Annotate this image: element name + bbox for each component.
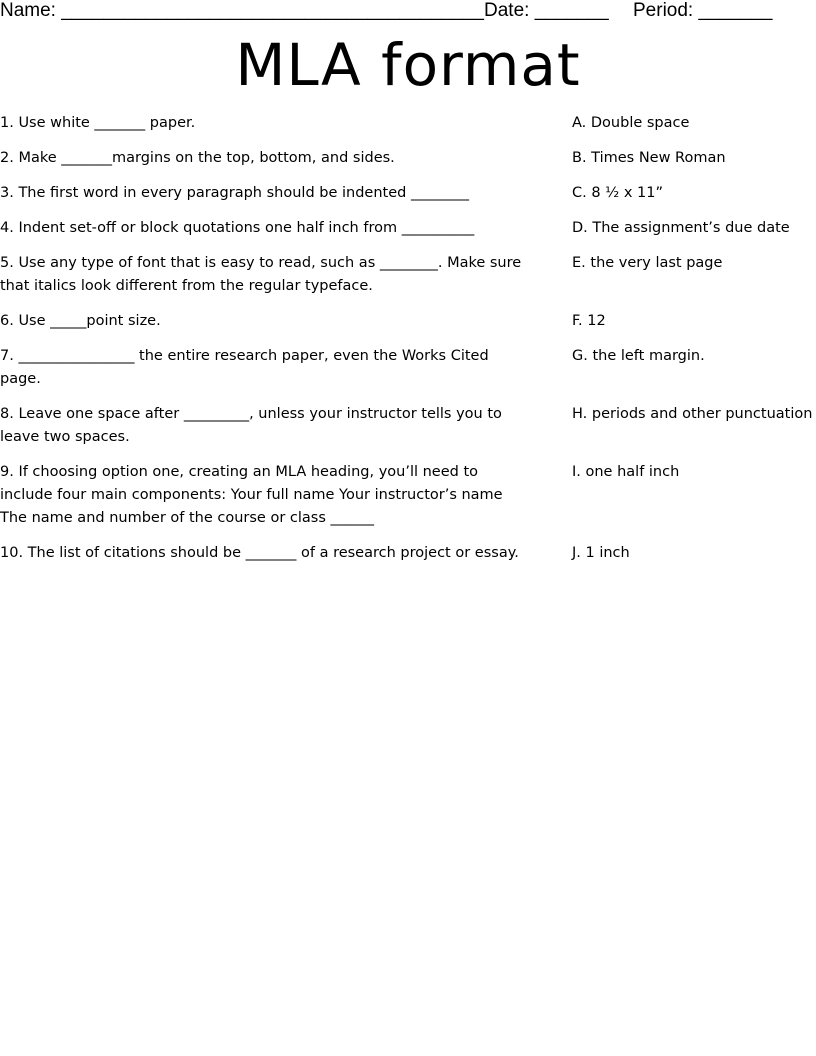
matching-row	[0, 147, 816, 170]
answer-choice: H. periods and other punctuation	[572, 406, 813, 422]
matching-row	[0, 542, 816, 565]
matching-row	[0, 345, 816, 391]
question-text: 7. ________________ the entire research paper, even the Works Cited page.	[0, 348, 489, 387]
question-text: 3. The first word in every paragraph should be indented ________	[0, 185, 469, 201]
matching-row	[0, 403, 816, 449]
matching-row	[0, 217, 816, 240]
matching-row	[0, 252, 816, 298]
answer-choice: D. The assignment’s due date	[572, 220, 790, 236]
matching-row	[0, 310, 816, 333]
question-text: 10. The list of citations should be _______ of a research project or essay.	[0, 545, 519, 561]
name-field: Name: ________________________________________	[0, 0, 484, 21]
question-text: 5. Use any type of font that is easy to read, such as ________. Make sure that italics look different from the regular typeface.	[0, 255, 522, 294]
matching-row	[0, 461, 816, 530]
question-text: 2. Make _______margins on the top, bottom, and sides.	[0, 150, 395, 166]
worksheet-header	[0, 0, 816, 22]
answer-choice: C. 8 ½ x 11”	[572, 185, 663, 201]
answer-choice: F. 12	[572, 313, 606, 329]
question-text: 8. Leave one space after _________, unless your instructor tells you to leave two spaces.	[0, 406, 502, 445]
question-text: 6. Use _____point size.	[0, 313, 161, 329]
answer-choice: E. the very last page	[572, 255, 723, 271]
matching-row	[0, 182, 816, 205]
matching-list	[0, 112, 816, 577]
question-text: 4. Indent set-off or block quotations one half inch from __________	[0, 220, 475, 236]
answer-choice: B. Times New Roman	[572, 150, 726, 166]
question-text: 9. If choosing option one, creating an MLA heading, you’ll need to include four main components: Your full name Your instructor’s name The name and number of the course or class ______	[0, 464, 503, 526]
answer-choice: A. Double space	[572, 115, 690, 131]
question-text: 1. Use white _______ paper.	[0, 115, 196, 131]
answer-choice: I. one half inch	[572, 464, 680, 480]
page-title: MLA format	[235, 31, 581, 99]
answer-choice: J. 1 inch	[572, 545, 630, 561]
date-field: Date: _______	[484, 0, 609, 21]
period-field: Period: _______	[633, 0, 773, 21]
matching-row	[0, 112, 816, 135]
answer-choice: G. the left margin.	[572, 348, 705, 364]
